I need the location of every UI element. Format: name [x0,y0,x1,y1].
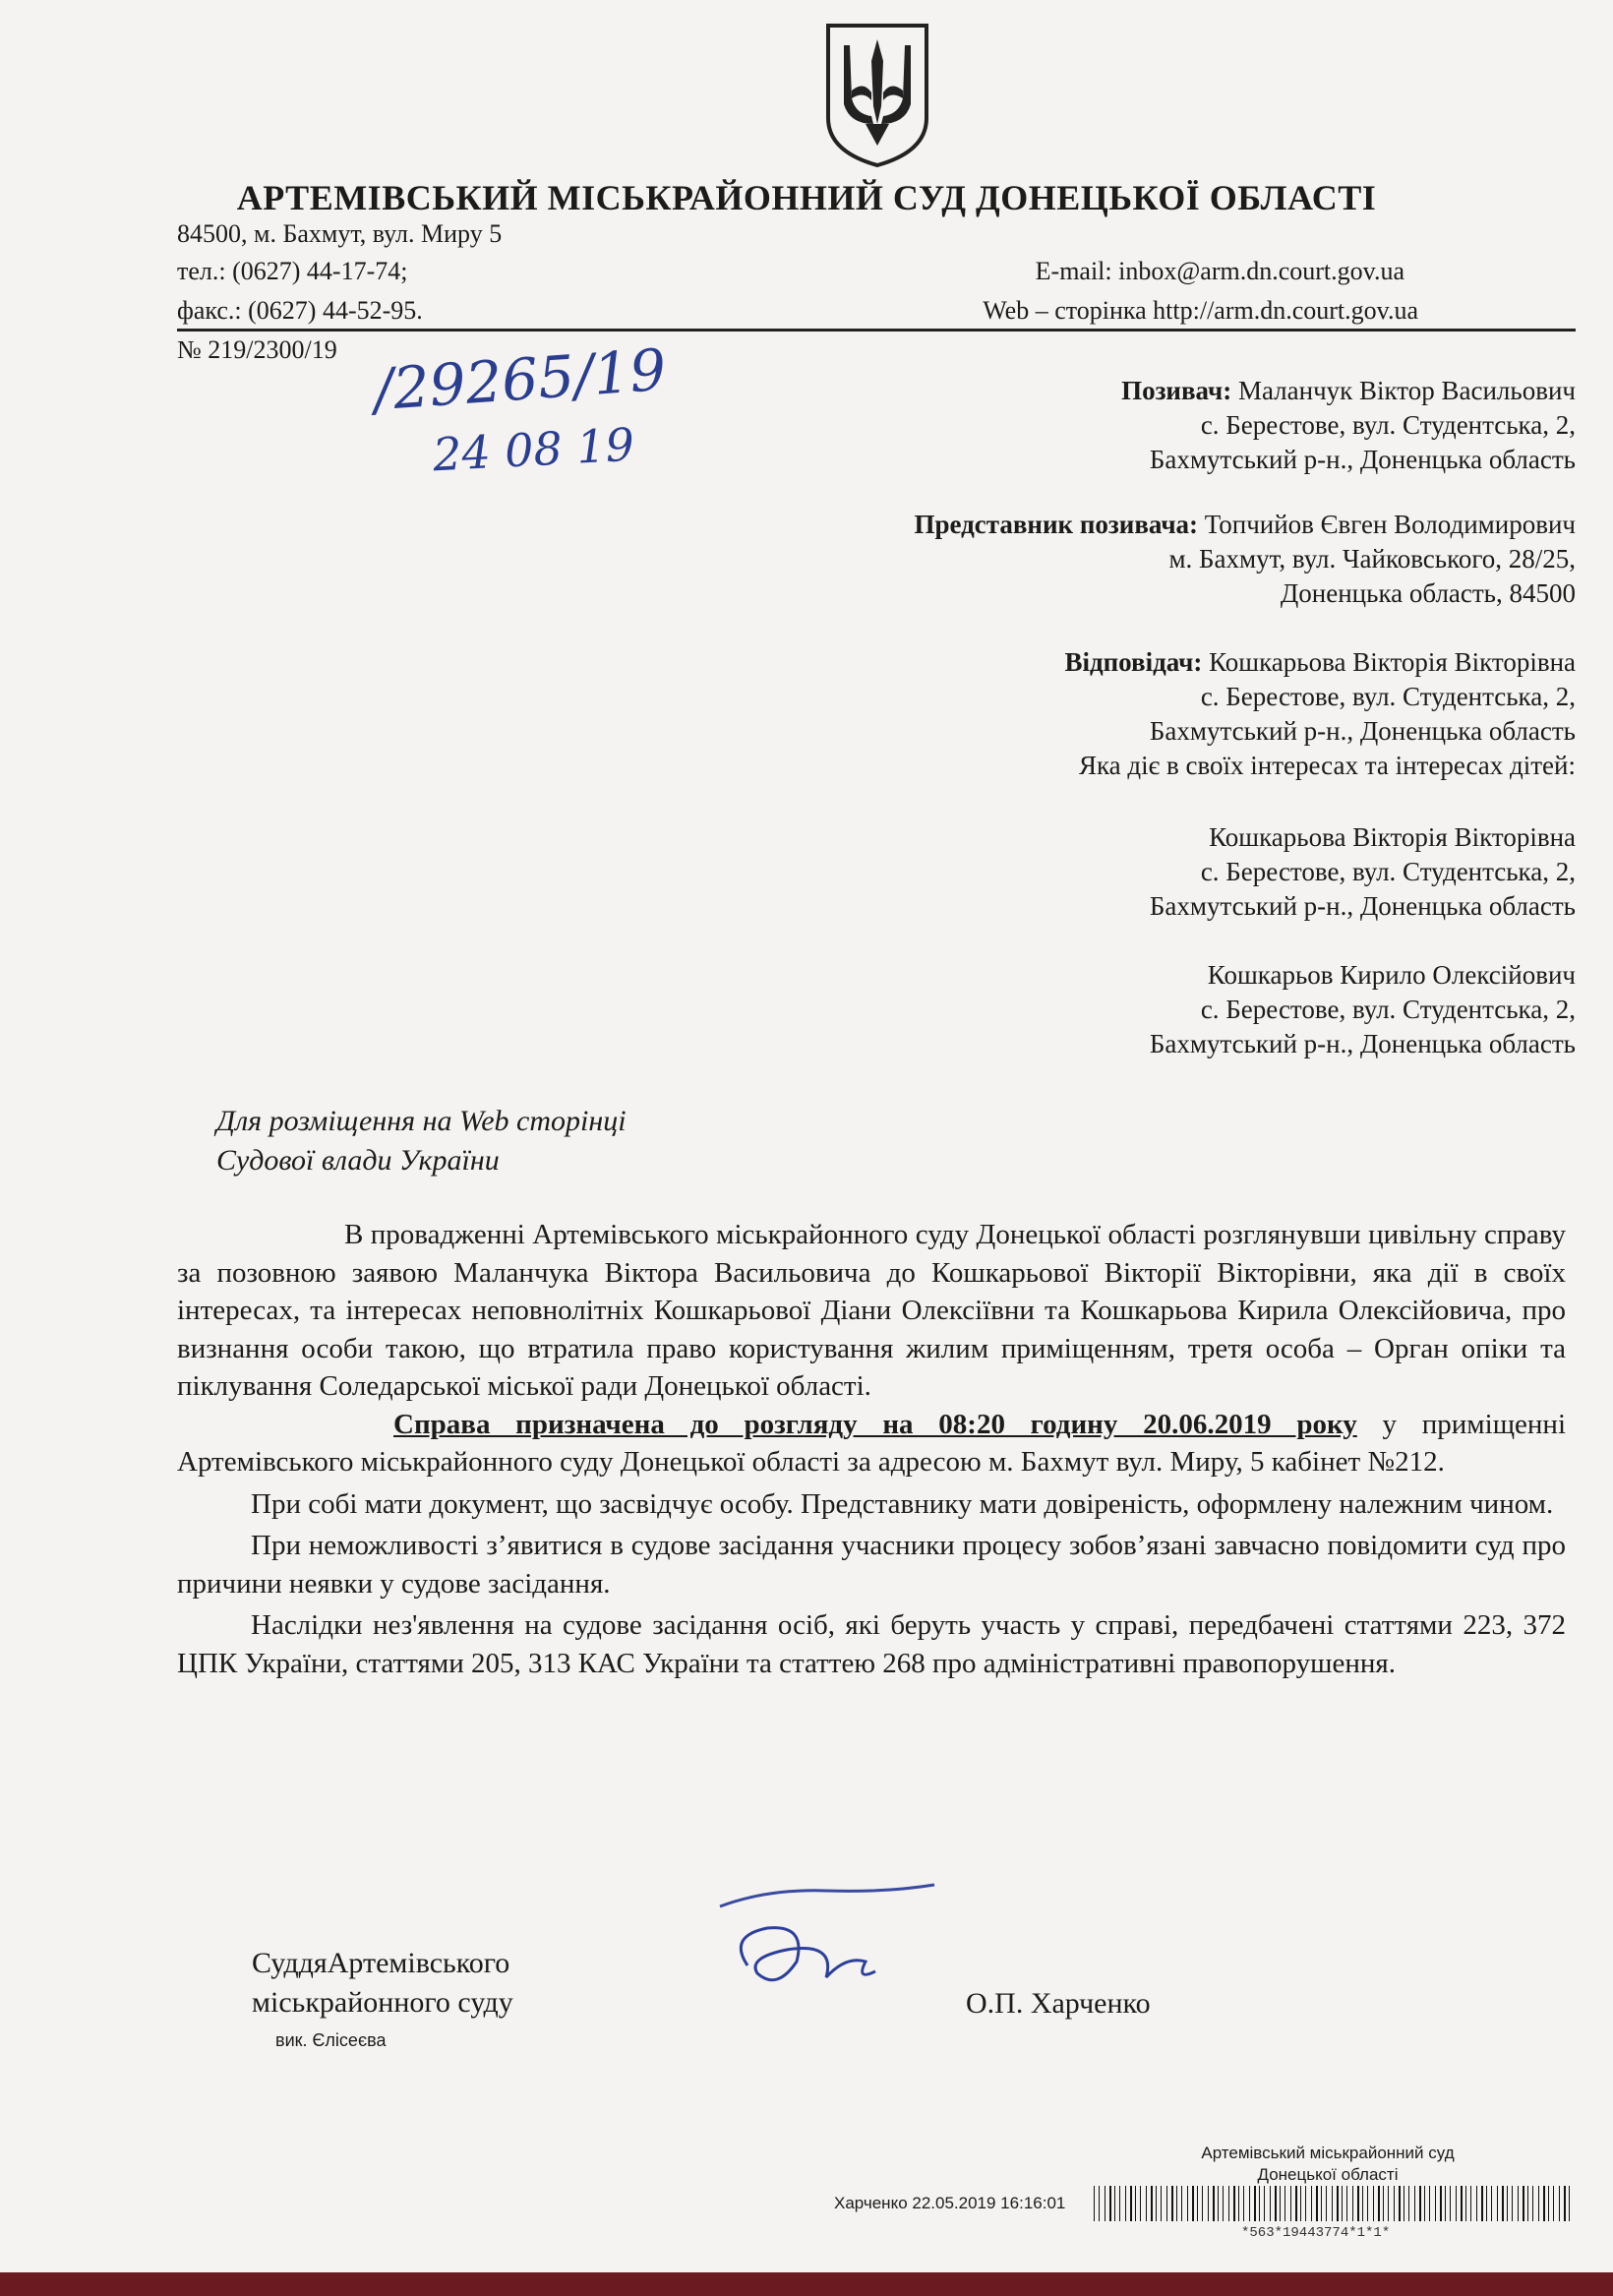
defendant-block [1064,645,1576,783]
case-number: № 219/2300/19 [177,335,337,364]
court-address: 84500, м. Бахмут, вул. Миру 5 [177,219,503,248]
header-divider [177,329,1576,332]
web-note-line-1: Для розміщення на Web сторінці [216,1105,627,1137]
plaintiff-address-2: Бахмутський р-н., Доненцька область [1149,445,1576,474]
representative-name: Топчийов Євген Володимирович [1204,510,1576,539]
representative-block [914,508,1576,611]
representative-role: Представник позивача: [914,510,1199,539]
judge-name: О.П. Харченко [966,1987,1151,2020]
child-1-block [1150,820,1576,924]
web-note-line-2: Судової влади України [216,1144,500,1177]
defendant-address-1: с. Берестове, вул. Студентська, 2, [1200,682,1576,711]
executor-note: вик. Єлісеєва [275,2030,387,2050]
plaintiff-name: Маланчук Віктор Васильович [1237,376,1576,405]
child-1-name: Кошкарьова Вікторія Вікторівна [1209,822,1576,852]
stamp-court-name [1170,2143,1485,2186]
court-email: E-mail: inbox@arm.dn.court.gov.ua [1035,257,1404,285]
handwritten-signature [708,1867,944,2005]
stamp-signature-meta: Харченко 22.05.2019 16:16:01 [834,2194,1066,2212]
plaintiff-role: Позивач: [1121,376,1232,405]
barcode-number: *563*19443774*1*1* [1241,2225,1391,2241]
paragraph-case-description: В провадженні Артемівського міськрайонного суду Донецької області розглянувши цивільну справу за позовною заявою Маланчука Віктора Васильовича до Кошкарьової Вікторії Вікторівни, яка дії в своїх інтересах, та інтересах неповнолітніх Кошкарьової Діани Олексіївни та Кошкарьова Кирила Олексійовича, про визнання особи такою, що втратила право користування жилим приміщенням, третя особа – Орган опіки та піклування Соледарської міської ради Донецької області. [177,1219,1566,1402]
hearing-date-emphasis: Справа призначена до розгляду на 08:20 годину 20.06.2019 року [393,1408,1357,1440]
handwritten-registration-date: 24 08 19 [431,417,636,482]
paragraph-consequences: Наслідки нез'явлення на судове засідання осіб, які беруть участь у справі, передбачені статтями 223, 372 ЦПК України, статтями 205, 313 КАС України та статтею 268 про адміністративні правопорушення. [177,1609,1566,1679]
court-phone: тел.: (0627) 44-17-74; [177,257,408,285]
barcode-icon [1094,2186,1574,2221]
paragraph-hearing-schedule [177,1406,1566,1481]
judge-title-line-1: СуддяАртемівського [252,1947,510,1979]
stamp-court-line-1: Артемівський міськрайонний суд [1201,2144,1455,2162]
child-2-address-1: с. Берестове, вул. Студентська, 2, [1200,995,1576,1024]
paragraph-absence-notice: При неможливості з’явитися в судове засідання учасники процесу зобов’язані завчасно повідомити суд про причини неявки у судове засідання. [177,1530,1566,1600]
court-website: Web – сторінка http://arm.dn.court.gov.ua [983,296,1418,325]
child-2-block [1150,958,1576,1061]
court-fax: факс.: (0627) 44-52-95. [177,296,423,325]
judge-title [252,1944,513,2023]
defendant-name: Кошкарьова Вікторія Вікторівна [1209,647,1576,677]
defendant-note: Яка діє в своїх інтересах та інтересах дітей: [1078,751,1576,780]
representative-address-2: Доненцька область, 84500 [1280,578,1576,608]
defendant-role: Відповідач: [1064,647,1203,677]
child-2-address-2: Бахмутський р-н., Доненцька область [1149,1029,1576,1058]
notice-body [177,1216,1566,1682]
web-note [216,1102,627,1180]
plaintiff-address-1: с. Берестове, вул. Студентська, 2, [1200,410,1576,440]
plaintiff-block [1121,374,1576,477]
scan-edge [0,2272,1613,2296]
child-1-address-2: Бахмутський р-н., Доненцька область [1149,891,1576,921]
judge-title-line-2: міськрайонного суду [252,1986,513,2019]
paragraph-identity-documents: При собі мати документ, що засвідчує особу. Представнику мати довіреність, оформлену належним чином. [251,1487,1554,1520]
stamp-court-line-2: Донецької області [1257,2165,1399,2184]
child-2-name: Кошкарьов Кирило Олексійович [1207,960,1576,990]
representative-address-1: м. Бахмут, вул. Чайковського, 28/25, [1168,544,1576,574]
handwritten-registration-number: /29265/19 [371,335,669,424]
child-1-address-1: с. Берестове, вул. Студентська, 2, [1200,857,1576,886]
trident-coat-of-arms-icon [822,22,932,169]
hearing-location: у приміщенні Артемівського міськрайонного суду Донецької області за адресою м. Бахмут вул. Миру, 5 кабінет №212. [177,1408,1566,1478]
defendant-address-2: Бахмутський р-н., Доненцька область [1149,716,1576,746]
court-name: АРТЕМІВСЬКИЙ МІСЬКРАЙОННИЙ СУД ДОНЕЦЬКОЇ ОБЛАСТІ [236,178,1377,217]
